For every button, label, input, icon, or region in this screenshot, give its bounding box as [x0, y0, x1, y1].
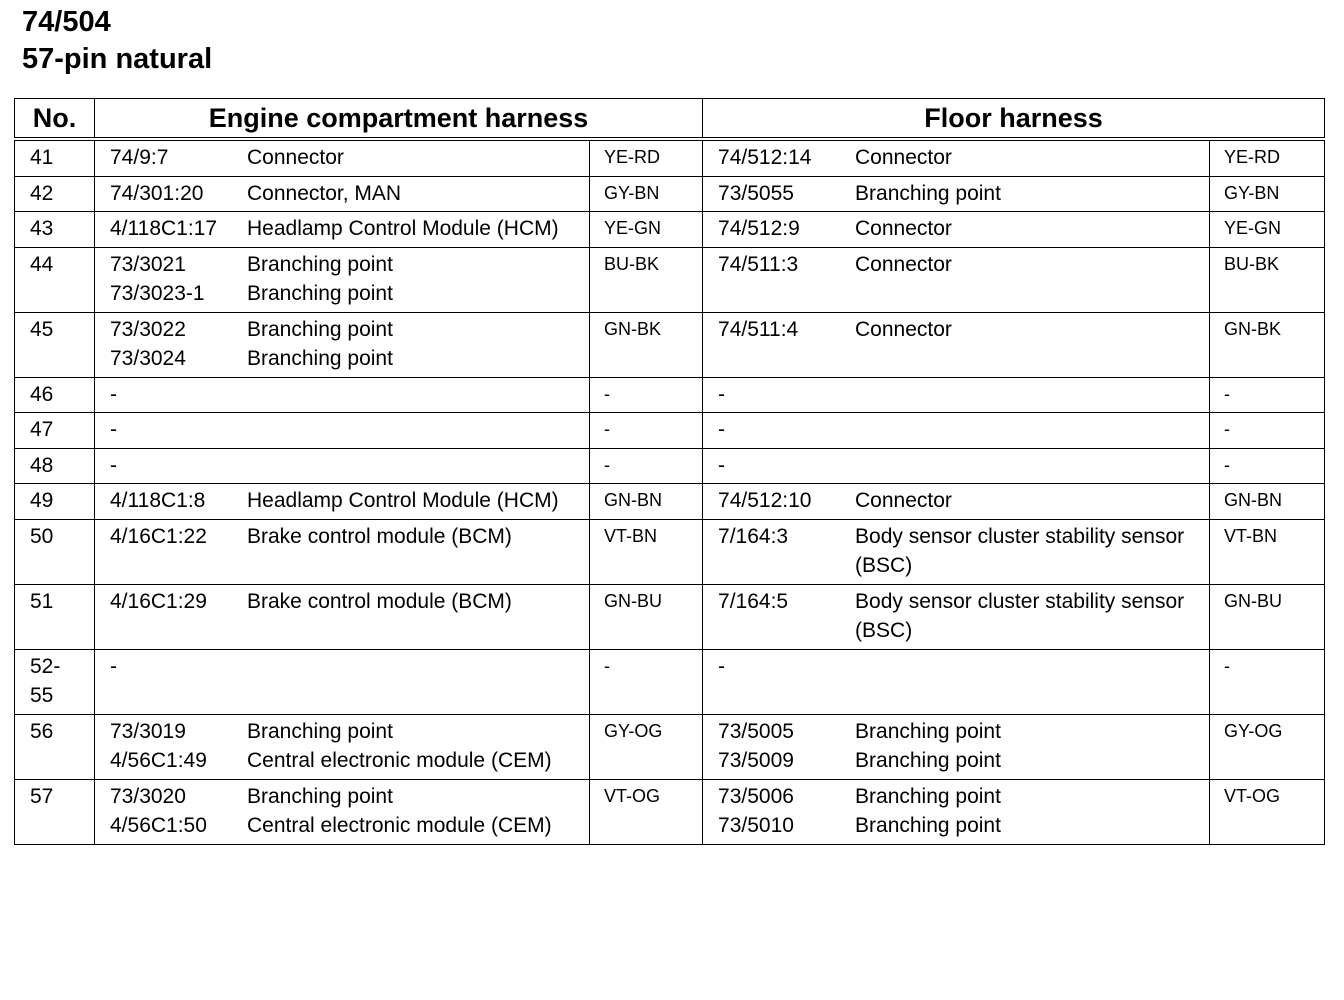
- pin-number-text: 51: [30, 589, 54, 613]
- floor-wire-color: VT-BN: [1210, 519, 1325, 584]
- table-row: [15, 176, 1325, 212]
- pin-number: [15, 779, 95, 844]
- engine-wire-color: GN-BU: [590, 584, 703, 649]
- engine-harness-entry: [110, 179, 589, 209]
- engine-harness-entry: [110, 811, 589, 841]
- component-code: 73/5005: [718, 719, 794, 743]
- component-code: -: [718, 382, 726, 406]
- component-code: 73/3022: [110, 317, 186, 341]
- component-description: Connector: [855, 217, 952, 240]
- floor-harness-cell: [703, 247, 1210, 312]
- pin-number-text: 52- 55: [30, 654, 61, 707]
- floor-harness-entry: [718, 315, 1209, 345]
- table-row: [15, 413, 1325, 449]
- engine-harness-entry: [110, 522, 589, 552]
- component-code: 4/16C1:29: [110, 589, 207, 613]
- engine-harness-entry: [110, 652, 589, 682]
- floor-wire-color: GN-BU: [1210, 584, 1325, 649]
- engine-harness-entry: [110, 344, 589, 374]
- engine-harness-entry: [110, 214, 589, 244]
- pin-number-text: 46: [30, 382, 54, 406]
- engine-wire-color: -: [590, 448, 703, 484]
- pin-table: [14, 98, 1325, 845]
- engine-harness-cell: [95, 139, 590, 176]
- component-description: [247, 415, 589, 445]
- component-code: 73/5055: [718, 181, 794, 205]
- engine-harness-cell: [95, 448, 590, 484]
- engine-harness-cell: [95, 779, 590, 844]
- floor-harness-entry: [718, 782, 1209, 812]
- component-description: Branching point: [855, 784, 1001, 808]
- floor-wire-color: GN-BK: [1210, 312, 1325, 377]
- engine-harness-entry: [110, 250, 589, 280]
- component-description: Body sensor cluster stability sensor (BSC): [855, 524, 1185, 577]
- table-row: [15, 247, 1325, 312]
- component-code: 4/56C1:50: [110, 814, 207, 837]
- floor-harness-entry: [718, 179, 1209, 209]
- component-description: Branching point: [247, 719, 393, 743]
- engine-harness-cell: [95, 312, 590, 377]
- component-description: Connector: [247, 146, 344, 169]
- floor-wire-color: -: [1210, 649, 1325, 714]
- component-description: [247, 380, 589, 410]
- floor-harness-entry: [718, 717, 1209, 747]
- component-description: Branching point: [247, 784, 393, 808]
- engine-wire-color: -: [590, 413, 703, 449]
- engine-harness-cell: [95, 413, 590, 449]
- engine-harness-cell: [95, 519, 590, 584]
- component-code: 74/301:20: [110, 181, 204, 205]
- pin-number: [15, 139, 95, 176]
- engine-wire-color: GN-BN: [590, 484, 703, 520]
- table-row: [15, 377, 1325, 413]
- engine-wire-color: VT-OG: [590, 779, 703, 844]
- engine-wire-color: YE-GN: [590, 212, 703, 248]
- component-code: 7/164:5: [718, 589, 789, 613]
- floor-harness-entry: [718, 486, 1209, 516]
- engine-harness-cell: [95, 714, 590, 779]
- component-description: Brake control module (BCM): [247, 524, 512, 548]
- floor-harness-cell: [703, 779, 1210, 844]
- pin-number: [15, 212, 95, 248]
- engine-harness-cell: [95, 176, 590, 212]
- floor-harness-cell: [703, 519, 1210, 584]
- component-code: 4/56C1:49: [110, 749, 207, 772]
- connector-id: 74/504: [22, 6, 111, 38]
- pin-number-text: 44: [30, 252, 54, 276]
- engine-harness-cell: [95, 649, 590, 714]
- table-body: [15, 139, 1325, 844]
- floor-harness-entry: [718, 415, 1209, 445]
- table-header: [15, 99, 1325, 140]
- component-code: -: [718, 654, 726, 678]
- floor-harness-entry: [718, 451, 1209, 481]
- engine-harness-entry: [110, 143, 589, 173]
- pin-number: [15, 448, 95, 484]
- component-code: -: [718, 418, 726, 441]
- component-code: 74/9:7: [110, 146, 169, 169]
- component-description: [855, 380, 1209, 410]
- component-code: -: [110, 418, 117, 441]
- component-description: Connector: [855, 252, 952, 276]
- floor-harness-cell: [703, 584, 1210, 649]
- pin-number: [15, 413, 95, 449]
- floor-wire-color: YE-GN: [1210, 212, 1325, 248]
- engine-harness-cell: [95, 212, 590, 248]
- engine-harness-entry: [110, 746, 589, 776]
- pin-number-text: 48: [30, 453, 54, 477]
- floor-harness-cell: [703, 448, 1210, 484]
- pin-number-text: 43: [30, 217, 54, 240]
- floor-harness-entry: [718, 587, 1209, 646]
- component-description: Headlamp Control Module (HCM): [247, 489, 559, 512]
- component-description: Brake control module (BCM): [247, 589, 512, 613]
- component-description: Branching point: [855, 814, 1001, 837]
- component-description: Central electronic module (CEM): [247, 814, 552, 837]
- component-description: Branching point: [247, 347, 393, 370]
- floor-harness-entry: [718, 214, 1209, 244]
- component-code: 74/512:10: [718, 489, 812, 512]
- header-floor-harness: Floor harness: [703, 99, 1325, 140]
- document-title: [22, 4, 212, 78]
- engine-harness-entry: [110, 279, 589, 309]
- component-description: [855, 415, 1209, 445]
- floor-harness-cell: [703, 649, 1210, 714]
- pin-number-text: 49: [30, 489, 54, 512]
- engine-harness-entry: [110, 486, 589, 516]
- floor-harness-cell: [703, 176, 1210, 212]
- engine-harness-entry: [110, 717, 589, 747]
- floor-harness-cell: [703, 139, 1210, 176]
- component-code: 73/5010: [718, 814, 794, 837]
- floor-harness-cell: [703, 413, 1210, 449]
- component-description: Branching point: [855, 719, 1001, 743]
- pin-number: [15, 484, 95, 520]
- component-description: Central electronic module (CEM): [247, 749, 552, 772]
- table-row: [15, 714, 1325, 779]
- engine-wire-color: -: [590, 649, 703, 714]
- pin-number-text: 42: [30, 181, 54, 205]
- pin-number-text: 57: [30, 784, 54, 808]
- engine-wire-color: YE-RD: [590, 139, 703, 176]
- engine-harness-cell: [95, 377, 590, 413]
- pin-number: [15, 312, 95, 377]
- engine-harness-cell: [95, 247, 590, 312]
- component-description: Connector, MAN: [247, 181, 402, 205]
- component-code: 73/3023-1: [110, 282, 205, 305]
- engine-wire-color: BU-BK: [590, 247, 703, 312]
- component-description: Headlamp Control Module (HCM): [247, 217, 559, 240]
- floor-harness-entry: [718, 652, 1209, 682]
- pin-number-text: 56: [30, 719, 54, 743]
- engine-harness-cell: [95, 584, 590, 649]
- floor-harness-entry: [718, 143, 1209, 173]
- floor-harness-entry: [718, 811, 1209, 841]
- component-code: 73/5009: [718, 749, 794, 772]
- component-description: Branching point: [855, 181, 1001, 205]
- floor-harness-cell: [703, 714, 1210, 779]
- component-code: 74/512:14: [718, 146, 812, 169]
- component-code: 74/511:3: [718, 252, 799, 276]
- component-code: -: [110, 654, 117, 678]
- pin-number-text: 50: [30, 524, 54, 548]
- component-description: Branching point: [855, 749, 1001, 772]
- engine-harness-entry: [110, 782, 589, 812]
- engine-harness-cell: [95, 484, 590, 520]
- component-code: 4/118C1:8: [110, 489, 206, 512]
- floor-wire-color: YE-RD: [1210, 139, 1325, 176]
- floor-harness-cell: [703, 377, 1210, 413]
- pin-number: [15, 584, 95, 649]
- floor-harness-entry: [718, 250, 1209, 280]
- floor-wire-color: -: [1210, 448, 1325, 484]
- engine-harness-entry: [110, 451, 589, 481]
- table-row: [15, 312, 1325, 377]
- engine-wire-color: GN-BK: [590, 312, 703, 377]
- floor-harness-cell: [703, 212, 1210, 248]
- component-description: Body sensor cluster stability sensor (BSC): [855, 589, 1185, 642]
- component-code: 73/3024: [110, 347, 186, 370]
- table-row: [15, 212, 1325, 248]
- floor-wire-color: -: [1210, 413, 1325, 449]
- component-code: 73/3020: [110, 784, 186, 808]
- component-code: -: [110, 382, 117, 406]
- component-code: -: [110, 453, 117, 477]
- engine-harness-entry: [110, 380, 589, 410]
- table-row: [15, 649, 1325, 714]
- table-row: [15, 519, 1325, 584]
- pin-number: [15, 649, 95, 714]
- table-row: [15, 779, 1325, 844]
- floor-wire-color: GY-BN: [1210, 176, 1325, 212]
- component-code: 4/16C1:22: [110, 524, 207, 548]
- component-description: Connector: [855, 317, 952, 341]
- engine-wire-color: VT-BN: [590, 519, 703, 584]
- floor-wire-color: GY-OG: [1210, 714, 1325, 779]
- table-row: [15, 584, 1325, 649]
- pin-number: [15, 377, 95, 413]
- component-code: 7/164:3: [718, 524, 789, 548]
- pin-number: [15, 519, 95, 584]
- engine-wire-color: GY-OG: [590, 714, 703, 779]
- component-description: Branching point: [247, 282, 393, 305]
- component-description: [855, 451, 1209, 481]
- engine-harness-entry: [110, 587, 589, 617]
- component-code: 73/3019: [110, 719, 186, 743]
- floor-wire-color: GN-BN: [1210, 484, 1325, 520]
- floor-wire-color: VT-OG: [1210, 779, 1325, 844]
- pin-number-text: 47: [30, 418, 54, 441]
- pin-number: [15, 247, 95, 312]
- floor-harness-entry: [718, 380, 1209, 410]
- component-code: -: [718, 453, 726, 477]
- component-description: Branching point: [247, 317, 393, 341]
- floor-wire-color: -: [1210, 377, 1325, 413]
- engine-wire-color: -: [590, 377, 703, 413]
- component-description: Connector: [855, 489, 952, 512]
- component-description: Connector: [855, 146, 952, 169]
- floor-harness-entry: [718, 746, 1209, 776]
- engine-harness-entry: [110, 415, 589, 445]
- pin-number: [15, 714, 95, 779]
- engine-wire-color: GY-BN: [590, 176, 703, 212]
- floor-harness-cell: [703, 312, 1210, 377]
- component-code: 73/5006: [718, 784, 794, 808]
- component-description: [247, 652, 589, 682]
- header-no: No.: [15, 99, 95, 140]
- component-code: 74/511:4: [718, 317, 799, 341]
- floor-harness-entry: [718, 522, 1209, 581]
- floor-harness-cell: [703, 484, 1210, 520]
- engine-harness-entry: [110, 315, 589, 345]
- pin-number: [15, 176, 95, 212]
- pin-number-text: 45: [30, 317, 54, 341]
- component-description: [855, 652, 1209, 682]
- pin-number-text: 41: [30, 146, 54, 169]
- table-row: [15, 448, 1325, 484]
- table-row: [15, 139, 1325, 176]
- component-code: 74/512:9: [718, 217, 800, 240]
- component-description: Branching point: [247, 252, 393, 276]
- component-description: [247, 451, 589, 481]
- header-engine-harness: Engine compartment harness: [95, 99, 703, 140]
- component-code: 73/3021: [110, 252, 186, 276]
- connector-description: 57-pin natural: [22, 43, 213, 75]
- table-row: [15, 484, 1325, 520]
- floor-wire-color: BU-BK: [1210, 247, 1325, 312]
- component-code: 4/118C1:17: [110, 217, 218, 240]
